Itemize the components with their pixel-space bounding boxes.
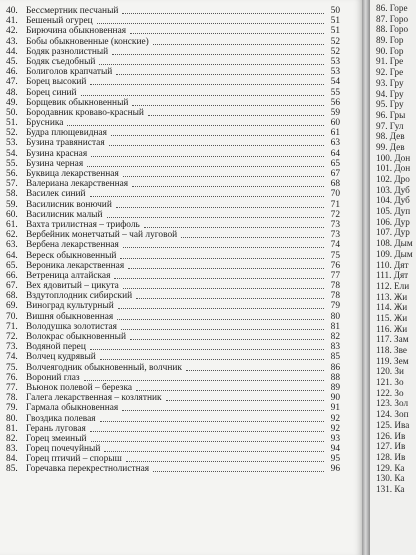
- toc-entry-title: Вахта трилистная – трифоль: [26, 219, 140, 230]
- toc-entry: [6, 47, 340, 57]
- toc-entry-truncated: 117. Зам: [376, 334, 409, 345]
- toc-entry-number: 84.: [6, 454, 18, 465]
- toc-entry-number: 80.: [6, 413, 18, 424]
- toc-entry-truncated: 128. Ив: [376, 451, 406, 462]
- toc-entry: [6, 230, 340, 240]
- toc-entry: [6, 37, 340, 47]
- toc-entry: [6, 16, 340, 26]
- toc-entry-truncated: 123. Зол: [376, 398, 409, 409]
- toc-entry-title: Виноград культурный: [26, 301, 114, 312]
- toc-entry-page: 95: [330, 454, 340, 465]
- toc-entry: [6, 108, 340, 118]
- toc-entry-title: Вздутоплодник сибирский: [26, 291, 133, 302]
- toc-entry-number: 75.: [6, 362, 18, 373]
- toc-entry-page: 56: [330, 97, 340, 108]
- toc-entry: [6, 26, 340, 36]
- toc-entry-page: 76: [330, 260, 340, 271]
- toc-entry-title: Вишня обыкновенная: [26, 311, 114, 322]
- toc-entry-number: 69.: [6, 301, 18, 312]
- toc-entry: [6, 403, 340, 413]
- toc-entry: [6, 322, 340, 332]
- toc-entry: [6, 6, 340, 16]
- toc-entry: [6, 332, 340, 342]
- toc-entry-page: 53: [330, 56, 340, 67]
- toc-entry: [6, 210, 340, 220]
- toc-entry-number: 47.: [6, 77, 18, 88]
- toc-entry-title: Вереск обыкновенный: [26, 250, 117, 261]
- toc-entry-truncated: 129. Ка: [376, 462, 405, 473]
- toc-entry-title: Вьюнок полевой – березка: [26, 382, 133, 393]
- table-of-contents-right: [376, 3, 413, 495]
- toc-entry-truncated: 91. Гре: [376, 56, 404, 67]
- toc-entry-number: 73.: [6, 342, 18, 353]
- dot-leader: [120, 251, 324, 259]
- toc-entry-title: Вербейник монетчатый – чай луговой: [26, 230, 178, 241]
- toc-entry-truncated: 109. Дым: [376, 248, 413, 259]
- dot-leader: [99, 57, 324, 65]
- toc-entry-truncated: 113. Жи: [376, 291, 408, 302]
- toc-entry-number: 59.: [6, 199, 18, 210]
- toc-entry: [6, 77, 340, 87]
- toc-entry-number: 41.: [6, 16, 18, 27]
- toc-entry: [6, 464, 340, 474]
- toc-entry-truncated: 99. Дев: [376, 141, 405, 152]
- toc-entry-title: Василисник малый: [26, 209, 103, 220]
- dot-leader: [116, 67, 324, 75]
- toc-entry-truncated: 111. Дят: [376, 270, 409, 281]
- toc-entry: [6, 169, 340, 179]
- dot-leader: [90, 189, 324, 197]
- toc-entry-title: Бузина черная: [26, 158, 84, 169]
- toc-entry-truncated: 98. Дев: [376, 131, 405, 142]
- toc-entry-truncated: 93. Гру: [376, 77, 404, 88]
- toc-entry: [6, 393, 340, 403]
- toc-entry: [6, 352, 340, 362]
- toc-entry-page: 64: [330, 148, 340, 159]
- toc-entry-page: 82: [330, 332, 340, 342]
- dot-leader: [121, 322, 324, 330]
- toc-entry-truncated: 127. Ив: [376, 441, 406, 452]
- dot-leader: [91, 149, 324, 157]
- dot-leader: [90, 342, 324, 350]
- toc-entry: [6, 67, 340, 77]
- toc-entry-page: 73: [330, 230, 340, 241]
- toc-entry: [6, 444, 340, 454]
- dot-leader: [130, 26, 324, 34]
- toc-entry-number: 46.: [6, 67, 18, 78]
- toc-entry-page: 72: [330, 209, 340, 220]
- toc-entry: [6, 424, 340, 434]
- dot-leader: [136, 383, 324, 391]
- toc-entry: [6, 383, 340, 393]
- toc-entry-title: Герань луговая: [26, 423, 86, 434]
- toc-entry-title: Бессмертник песчаный: [26, 6, 119, 16]
- toc-entry-truncated: 115. Жи: [376, 312, 408, 323]
- toc-entry-title: Бешеный огурец: [26, 16, 93, 27]
- toc-entry-number: 51.: [6, 118, 18, 129]
- dot-leader: [132, 179, 324, 187]
- toc-entry-title: Василек синий: [26, 189, 86, 200]
- toc-entry-number: 63.: [6, 240, 18, 251]
- toc-entry: [6, 138, 340, 148]
- toc-entry: [6, 342, 340, 352]
- toc-entry-page: 78: [330, 281, 340, 292]
- toc-entry-page: 52: [330, 46, 340, 57]
- dot-leader: [132, 98, 324, 106]
- toc-entry-page: 79: [330, 301, 340, 312]
- toc-entry-truncated: 90. Гор: [376, 45, 404, 56]
- toc-entry-number: 57.: [6, 179, 18, 190]
- toc-entry-page: 73: [330, 219, 340, 230]
- toc-entry: [6, 414, 340, 424]
- toc-entry-number: 44.: [6, 46, 18, 57]
- toc-entry-truncated: 126. Ив: [376, 430, 406, 441]
- toc-entry: [6, 149, 340, 159]
- toc-entry-number: 45.: [6, 56, 18, 67]
- toc-entry-title: Брусника: [26, 118, 64, 129]
- toc-entry-page: 92: [330, 413, 340, 424]
- toc-entry-title: Буквица лекарственная: [26, 169, 119, 179]
- toc-entry-number: 60.: [6, 209, 18, 220]
- toc-entry-number: 82.: [6, 433, 18, 444]
- toc-entry: [6, 159, 340, 169]
- dot-leader: [123, 169, 324, 177]
- toc-entry-number: 52.: [6, 128, 18, 139]
- toc-entry-truncated: 124. Зоп: [376, 409, 409, 420]
- toc-entry-number: 54.: [6, 148, 18, 159]
- dot-leader: [136, 291, 324, 299]
- toc-entry-number: 85.: [6, 464, 18, 475]
- toc-entry-number: 79.: [6, 403, 18, 414]
- toc-entry-page: 78: [330, 291, 340, 302]
- toc-entry-title: Бородавник кроваво-красный: [26, 107, 144, 118]
- dot-leader: [100, 352, 324, 360]
- toc-entry-number: 50.: [6, 107, 18, 118]
- toc-entry-page: 53: [330, 67, 340, 78]
- toc-entry-title: Галега лекарственная – козлятник: [26, 393, 162, 404]
- toc-entry-truncated: 110. Дят: [376, 259, 409, 270]
- toc-entry-title: Бодяк разнолистный: [26, 46, 109, 57]
- toc-entry-number: 72.: [6, 332, 18, 342]
- dot-leader: [153, 464, 324, 472]
- toc-entry-truncated: 114. Жи: [376, 302, 408, 313]
- toc-entry: [6, 251, 340, 261]
- dot-leader: [166, 393, 324, 401]
- toc-entry: [6, 57, 340, 67]
- toc-entry-title: Горец птичий – спорыш: [26, 454, 122, 465]
- toc-entry-title: Водяной перец: [26, 342, 86, 353]
- dot-leader: [126, 454, 324, 462]
- dot-leader: [181, 230, 324, 238]
- toc-entry-title: Гвоздика полевая: [26, 413, 96, 424]
- toc-entry: [6, 373, 340, 383]
- toc-entry-title: Борец синий: [26, 87, 77, 98]
- toc-entry-page: 68: [330, 179, 340, 190]
- toc-entry-number: 67.: [6, 281, 18, 292]
- toc-entry-page: 88: [330, 372, 340, 383]
- toc-entry-truncated: 131. Ка: [376, 483, 405, 494]
- toc-entry-title: Борец высокий: [26, 77, 87, 88]
- toc-entry-title: Бобы обыкновенные (конские): [26, 36, 149, 47]
- toc-entry: [6, 200, 340, 210]
- right-page: [370, 0, 416, 555]
- toc-entry: [6, 98, 340, 108]
- toc-entry-truncated: 116. Жи: [376, 323, 408, 334]
- toc-entry-truncated: 130. Ка: [376, 473, 405, 484]
- toc-entry-title: Вероника лекарственная: [26, 260, 125, 271]
- toc-entry-truncated: 122. Зо: [376, 387, 404, 398]
- dot-leader: [128, 261, 324, 269]
- toc-entry: [6, 220, 340, 230]
- dot-leader: [153, 37, 324, 45]
- toc-entry-truncated: 102. Дро: [376, 174, 410, 184]
- toc-entry: [6, 118, 340, 128]
- toc-entry-page: 86: [330, 362, 340, 373]
- toc-entry-truncated: 119. Зем: [376, 355, 409, 366]
- toc-entry-number: 56.: [6, 169, 18, 179]
- toc-entry-page: 74: [330, 240, 340, 251]
- toc-entry: [6, 454, 340, 464]
- toc-entry-page: 51: [330, 16, 340, 27]
- dot-leader: [87, 159, 324, 167]
- toc-entry-number: 55.: [6, 158, 18, 169]
- toc-entry: [6, 301, 340, 311]
- toc-entry: [6, 179, 340, 189]
- toc-entry-number: 64.: [6, 250, 18, 261]
- toc-entry: [6, 363, 340, 373]
- toc-entry-number: 66.: [6, 270, 18, 281]
- toc-entry-number: 40.: [6, 6, 18, 16]
- toc-entry-page: 54: [330, 77, 340, 88]
- toc-entry-page: 93: [330, 433, 340, 444]
- toc-entry-page: 71: [330, 199, 340, 210]
- dot-leader: [118, 301, 324, 309]
- dot-leader: [91, 434, 324, 442]
- toc-entry-page: 61: [330, 128, 340, 139]
- toc-entry-number: 77.: [6, 382, 18, 393]
- dot-leader: [109, 138, 324, 146]
- toc-entry-page: 80: [330, 311, 340, 322]
- dot-leader: [81, 88, 324, 96]
- toc-entry-page: 92: [330, 423, 340, 434]
- toc-entry-title: Горец змеиный: [26, 433, 87, 444]
- toc-entry-number: 48.: [6, 87, 18, 98]
- toc-entry-page: 89: [330, 382, 340, 393]
- toc-entry-truncated: 107. Дур: [376, 227, 410, 238]
- dot-leader: [97, 16, 324, 24]
- table-of-contents-left: [6, 6, 340, 475]
- dot-leader: [148, 108, 324, 116]
- toc-entry-page: 96: [330, 464, 340, 475]
- toc-entry-page: 91: [330, 403, 340, 414]
- toc-entry-title: Горец почечуйный: [26, 444, 101, 455]
- dot-leader: [123, 281, 324, 289]
- toc-entry-truncated: 121. Зо: [376, 377, 404, 388]
- toc-entry-truncated: 106. Дур: [376, 216, 410, 227]
- toc-entry-page: 67: [330, 169, 340, 179]
- toc-entry-title: Василисник вонючий: [26, 199, 112, 210]
- toc-entry: [6, 271, 340, 281]
- toc-entry-number: 81.: [6, 423, 18, 434]
- toc-entry: [6, 240, 340, 250]
- dot-leader: [130, 332, 324, 340]
- toc-entry-page: 94: [330, 444, 340, 455]
- toc-entry: [6, 291, 340, 301]
- dot-leader: [114, 271, 324, 279]
- toc-entry-title: Бирючина обыкновенная: [26, 26, 127, 37]
- toc-entry-title: Волчец кудрявый: [26, 352, 96, 363]
- toc-entry-title: Борщевик обыкновенный: [26, 97, 129, 108]
- toc-entry-number: 68.: [6, 291, 18, 302]
- toc-entry-number: 58.: [6, 189, 18, 200]
- toc-entry-title: Бодяк съедобный: [26, 56, 96, 67]
- toc-entry: [6, 312, 340, 322]
- toc-entry-page: 85: [330, 352, 340, 363]
- toc-entry-number: 78.: [6, 393, 18, 404]
- toc-entry-page: 59: [330, 107, 340, 118]
- dot-leader: [90, 77, 324, 85]
- toc-entry-title: Волокрас обыкновенный: [26, 332, 126, 342]
- toc-entry: [6, 261, 340, 271]
- toc-entry-truncated: 94. Гру: [376, 88, 404, 99]
- toc-entry-page: 50: [330, 6, 340, 16]
- toc-entry: [6, 128, 340, 138]
- toc-entry-page: 63: [330, 138, 340, 149]
- toc-entry-page: 52: [330, 36, 340, 47]
- toc-entry-truncated: 89. Гор: [376, 35, 404, 46]
- toc-entry-title: Гармала обыкновенная: [26, 403, 119, 414]
- toc-entry: [6, 189, 340, 199]
- dot-leader: [116, 200, 324, 208]
- toc-entry-page: 51: [330, 26, 340, 37]
- toc-entry-title: Бузина травянистая: [26, 138, 105, 149]
- toc-entry-truncated: 92. Гре: [376, 67, 404, 78]
- toc-entry-truncated: 105. Дуп: [376, 206, 411, 217]
- dot-leader: [100, 414, 324, 422]
- toc-entry-title: Вербена лекарственная: [26, 240, 119, 251]
- toc-entry-truncated: 118. Зве: [376, 345, 407, 355]
- toc-entry-number: 61.: [6, 219, 18, 230]
- toc-entry-number: 76.: [6, 372, 18, 383]
- toc-entry-number: 43.: [6, 36, 18, 47]
- toc-entry-truncated: 104. Дуб: [376, 195, 410, 206]
- dot-leader: [123, 240, 324, 248]
- dot-leader: [104, 444, 324, 452]
- toc-entry-page: 77: [330, 270, 340, 281]
- toc-entry-number: 65.: [6, 260, 18, 271]
- toc-entry-number: 70.: [6, 311, 18, 322]
- toc-entry-title: Будра плющевидная: [26, 128, 107, 139]
- dot-leader: [90, 424, 324, 432]
- toc-entry-number: 49.: [6, 97, 18, 108]
- toc-entry-truncated: 101. Дон: [376, 163, 411, 174]
- toc-entry-title: Бузина красная: [26, 148, 88, 159]
- toc-entry-number: 53.: [6, 138, 18, 149]
- dot-leader: [122, 6, 324, 14]
- toc-entry-title: Ветреница алтайская: [26, 270, 111, 281]
- dot-leader: [122, 403, 324, 411]
- toc-entry-number: 71.: [6, 321, 18, 332]
- toc-entry-title: Володушка золотистая: [26, 321, 117, 332]
- toc-entry-title: Вех ядовитый – цикута: [26, 281, 119, 292]
- toc-entry-page: 65: [330, 158, 340, 169]
- toc-entry-truncated: 100. Дон: [376, 152, 411, 163]
- toc-entry-title: Вороний глаз: [26, 372, 80, 383]
- toc-entry-page: 55: [330, 87, 340, 98]
- dot-leader: [111, 128, 324, 136]
- dot-leader: [117, 312, 324, 320]
- dot-leader: [112, 47, 324, 55]
- toc-entry: [6, 88, 340, 98]
- dot-leader: [186, 363, 324, 371]
- toc-entry-page: 81: [330, 321, 340, 332]
- toc-entry-truncated: 120. Зи: [376, 366, 404, 377]
- dot-leader: [107, 210, 325, 218]
- book-gutter: [362, 0, 370, 555]
- toc-entry-truncated: 103. Дуб: [376, 184, 410, 195]
- toc-entry-page: 75: [330, 250, 340, 261]
- toc-entry: [6, 434, 340, 444]
- toc-entry-page: 90: [330, 393, 340, 404]
- toc-entry-number: 74.: [6, 352, 18, 363]
- toc-entry-truncated: 112. Ели: [376, 280, 410, 291]
- toc-entry-truncated: 97. Гул: [376, 120, 404, 131]
- toc-entry-page: 60: [330, 118, 340, 129]
- toc-entry-title: Волчеягодник обыкновенный, волчник: [26, 362, 182, 373]
- toc-entry-number: 42.: [6, 26, 18, 37]
- dot-leader: [84, 373, 324, 381]
- toc-entry-truncated: 88. Горо: [376, 24, 409, 35]
- toc-entry-truncated: 86. Горе: [376, 3, 408, 13]
- toc-entry-truncated: 87. Горо: [376, 13, 409, 24]
- toc-entry-page: 83: [330, 342, 340, 353]
- toc-entry-title: Горечавка перекрестнолистная: [26, 464, 150, 475]
- dot-leader: [144, 220, 324, 228]
- toc-entry-truncated: 96. Гры: [376, 109, 406, 120]
- toc-entry-number: 62.: [6, 230, 18, 241]
- toc-entry-truncated: 108. Дым: [376, 238, 413, 249]
- toc-entry-title: Болиголов крапчатый: [26, 67, 113, 78]
- toc-entry: [6, 281, 340, 291]
- toc-entry-truncated: 95. Гру: [376, 99, 404, 110]
- dot-leader: [67, 118, 324, 126]
- toc-entry-truncated: 125. Ива: [376, 419, 410, 430]
- toc-entry-number: 83.: [6, 444, 18, 455]
- toc-entry-title: Валериана лекарственная: [26, 179, 129, 190]
- toc-entry-page: 70: [330, 189, 340, 200]
